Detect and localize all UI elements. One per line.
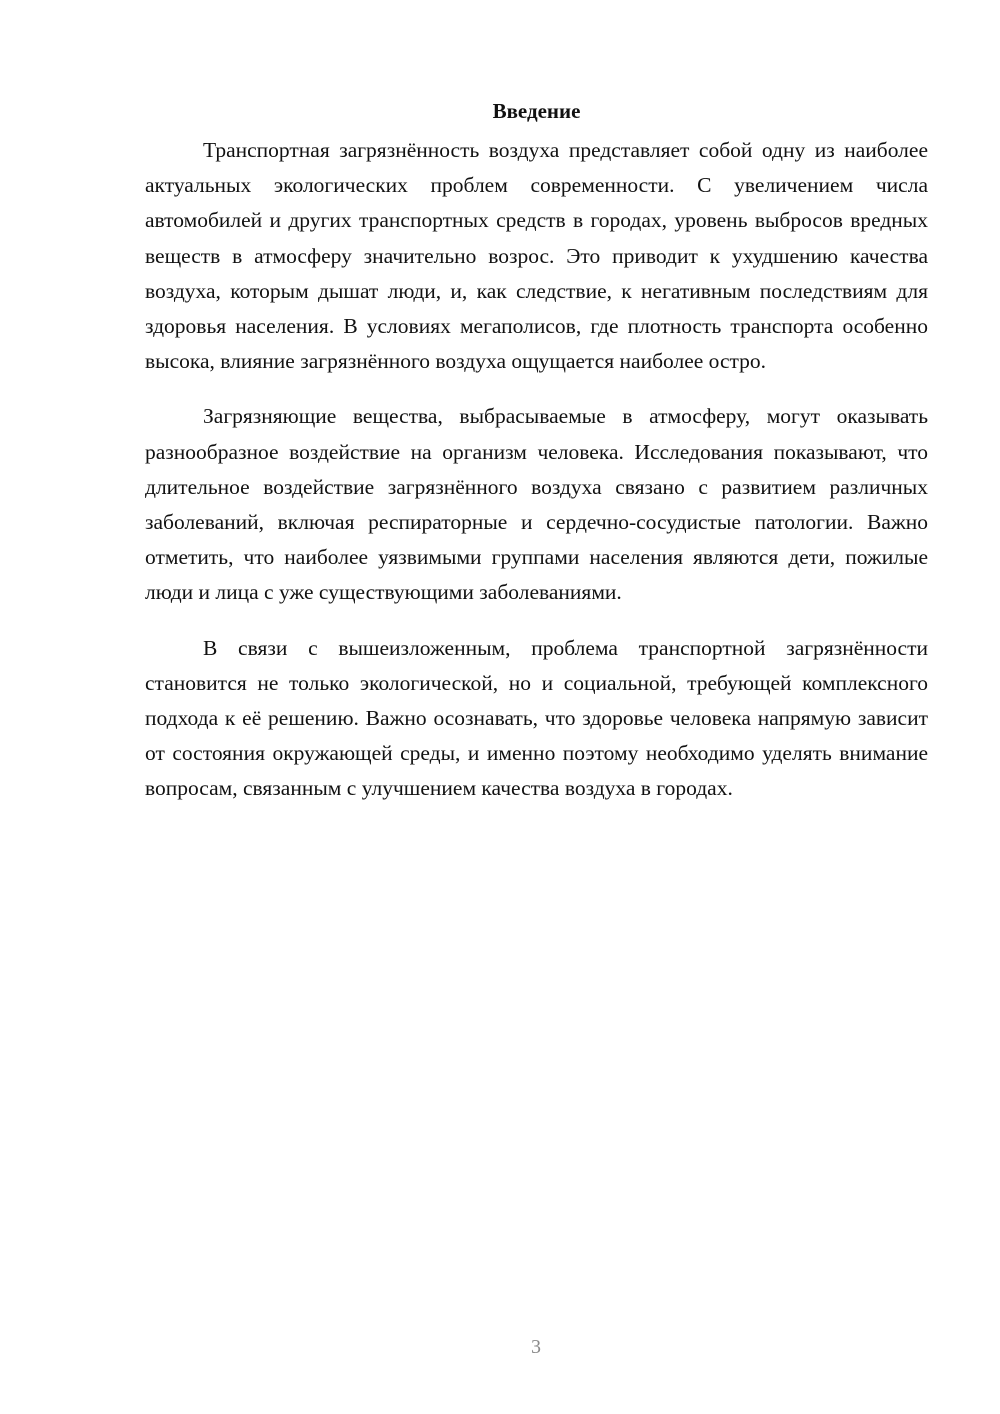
- paragraph-1: Транспортная загрязнённость воздуха представляет собой одну из наиболее актуальных экологических проблем современности. С увеличением числа автомобилей и других транспортных средств в городах, уровень выбросов вредных веществ в атмосферу значительно возрос. Это приводит к ухудшению качества воздуха, которым дышат люди, и, как следствие, к негативным последствиям для здоровья населения. В условиях мегаполисов, где плотность транспорта особенно высока, влияние загрязнённого воздуха ощущается наиболее остро.: [145, 138, 928, 374]
- paragraph-3: В связи с вышеизложенным, проблема транспортной загрязнённости становится не только экологической, но и социальной, требующей комплексного подхода к её решению. Важно осознавать, что здоровье человека напрямую зависит от состояния окружающей среды, и именно поэтому необходимо уделять внимание вопросам, связанным с улучшением качества воздуха в городах.: [145, 635, 928, 801]
- page-number: 3: [531, 1336, 541, 1358]
- section-heading: Введение: [492, 99, 581, 123]
- paragraph-2: Загрязняющие вещества, выбрасываемые в атмосферу, могут оказывать разнообразное воздействие на организм человека. Исследования показывают, что длительное воздействие загрязнённого воздуха связано с развитием различных заболеваний, включая респираторные и сердечно-сосудистые патологии. Важно отметить, что наиболее уязвимыми группами населения являются дети, пожилые люди и лица с уже существующими заболеваниями.: [145, 404, 928, 605]
- page-content: [145, 96, 928, 827]
